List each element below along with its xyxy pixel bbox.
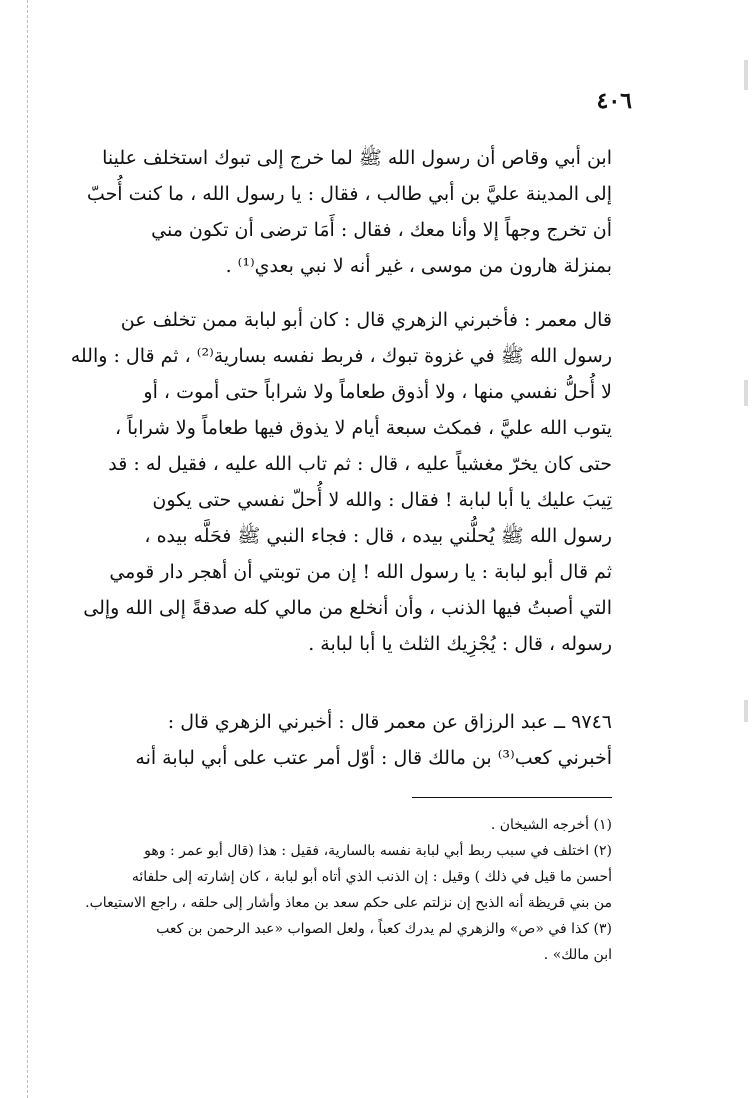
footnote-line: أحسن ما قيل في ذلك ) وقيل : إن الذنب الذي أتاه أبو لبابة ، كان إشارته إلى حلفائه [131, 869, 612, 885]
text-line: ثم قال أبو لبابة : يا رسول الله ! إن من توبتي أن أهجر دار قومي [109, 561, 612, 583]
scan-edge-mark [744, 700, 748, 722]
text-line: ٩٧٤٦ ــ عبد الرزاق عن معمر قال : أخبرني الزهري قال : [167, 711, 612, 733]
text-line: أخبرني كعب⁽³⁾ بن مالك قال : أوّل أمر عتب على أبي لبابة أنه [135, 747, 612, 769]
text-line: حتى كان يخرّ مغشياً عليه ، قال : ثم تاب الله عليه ، فقيل له : قد [108, 453, 612, 475]
text-line: رسول الله ﷺ في غزوة تبوك ، فربط نفسه بسارية⁽²⁾ ، ثم قال : والله [70, 345, 612, 367]
text-line: أن تخرج وجهاً إلا وأنا معك ، فقال : أَمَا ترضى أن تكون مني [151, 219, 612, 241]
text-line: تِيبَ عليك يا أبا لبابة ! فقال : والله لا أُحلّ نفسي حتى يكون [152, 489, 612, 511]
footnote-line: (٢) اختلف في سبب ربط أبي لبابة نفسه بالسارية، فقيل : هذا (قال أبو عمر : وهو [144, 843, 612, 859]
text-line: بمنزلة هارون من موسى ، غير أنه لا نبي بعدي⁽¹⁾ . [225, 255, 612, 277]
page-margin-rule [27, 0, 28, 1098]
page-number: ٤٠٦ [596, 88, 632, 114]
footnote-line: ابن مالك» . [543, 947, 612, 963]
text-line: يتوب الله عليَّ ، فمكث سبعة أيام لا يذوق فيها طعاماً ولا شراباً ، [114, 417, 612, 439]
scan-edge-mark [744, 380, 748, 406]
text-line: لا أُحلُّ نفسي منها ، ولا أذوق طعاماً ولا شراباً حتى أموت ، أو [143, 381, 612, 403]
text-line: إلى المدينة عليَّ بن أبي طالب ، فقال : يا رسول الله ، ما كنت أُحبّ [86, 183, 612, 205]
footnote-line: من بني قريظة أنه الذبح إن نزلتم على حكم سعد بن معاذ وأشار إلى حلقه ، راجع الاستيعاب. [85, 895, 612, 911]
scan-edge-mark [744, 60, 748, 90]
footnote-line: (١) أخرجه الشيخان . [490, 817, 612, 833]
footnote-line: (٣) كذا في «ص» والزهري لم يدرك كعباً ، ولعل الصواب «عبد الرحمن بن كعب [156, 921, 612, 937]
text-line: ابن أبي وقاص أن رسول الله ﷺ لما خرج إلى تبوك استخلف علينا [102, 147, 612, 169]
text-line: قال معمر : فأخبرني الزهري قال : كان أبو لبابة ممن تخلف عن [120, 309, 612, 331]
footnote-divider [412, 797, 612, 798]
text-line: رسوله ، قال : يُجْزِيك الثلث يا أبا لبابة . [308, 633, 612, 655]
text-line: التي أصبتُ فيها الذنب ، وأن أنخلع من مالي كله صدقةً إلى الله وإلى [83, 597, 612, 619]
text-line: رسول الله ﷺ يُحلُّني بيده ، قال : فجاء النبي ﷺ فحَلَّه بيده ، [144, 525, 612, 547]
